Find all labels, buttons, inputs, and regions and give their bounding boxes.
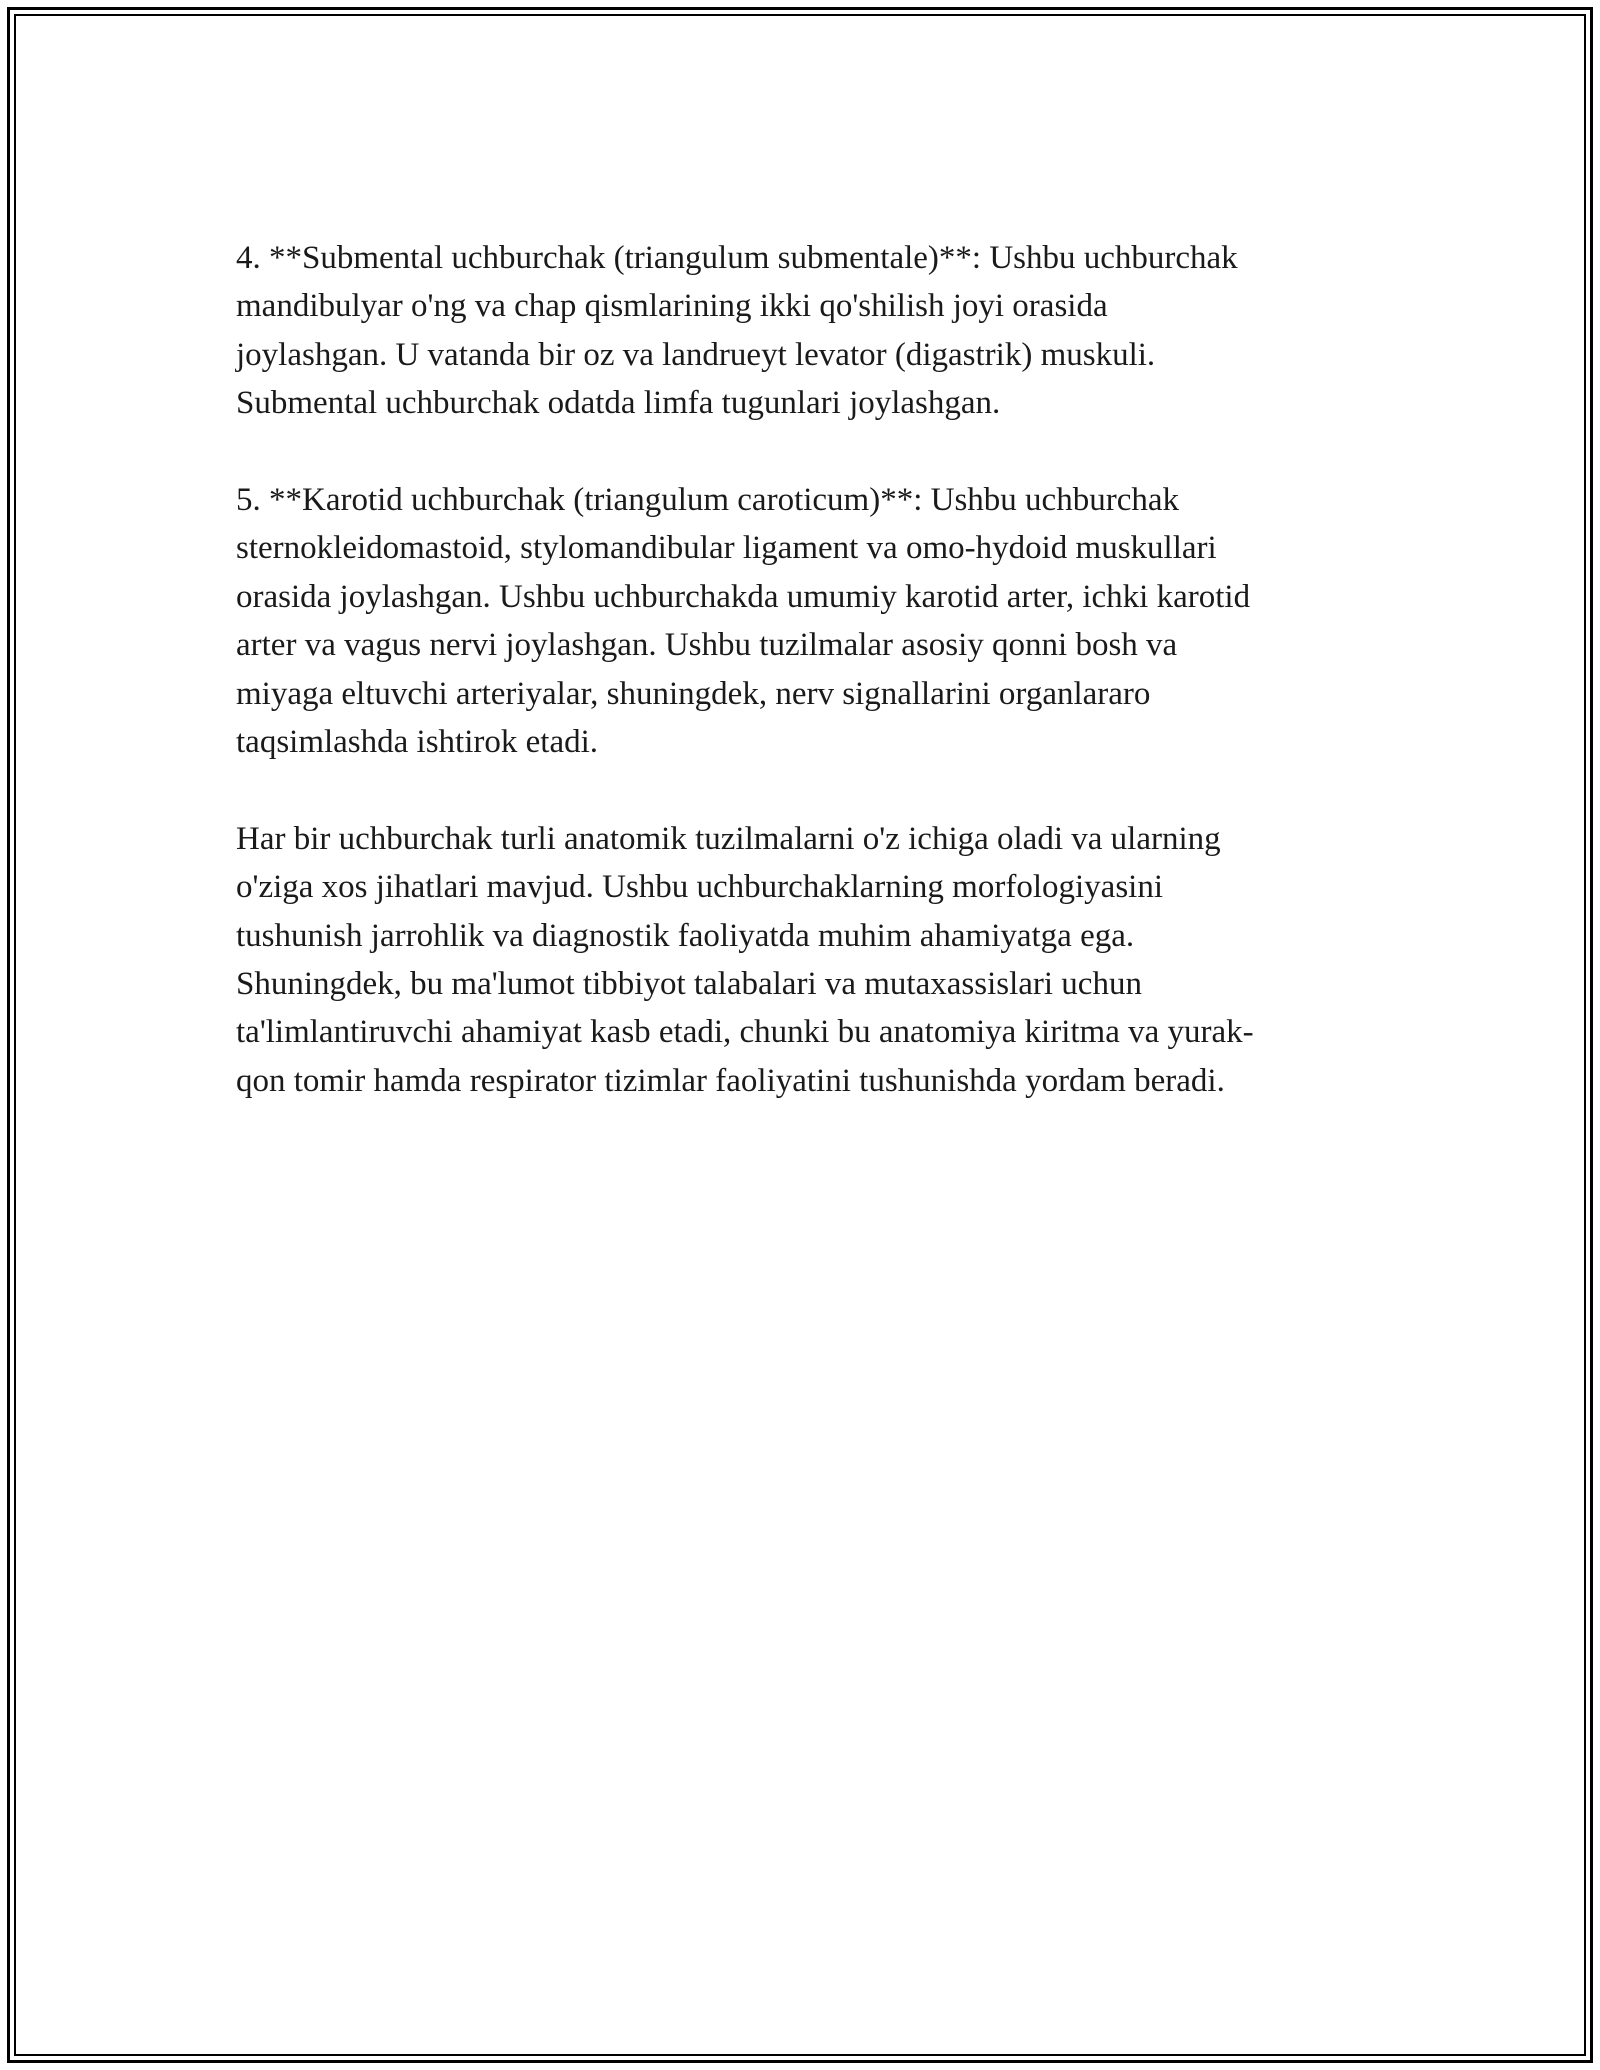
text-line: orasida joylashgan. Ushbu uchburchakda umumiy karotid arter, ichki karotid bbox=[236, 578, 1251, 615]
text-line: o'ziga xos jihatlari mavjud. Ushbu uchburchaklarning morfologiyasini bbox=[236, 869, 1163, 906]
text-line: Submental uchburchak odatda limfa tugunlari joylashgan. bbox=[236, 385, 1001, 422]
text-line: miyaga eltuvchi arteriyalar, shuningdek, nerv signallarini organlararo bbox=[236, 675, 1151, 712]
document-body bbox=[236, 234, 1376, 1154]
text-line: joylashgan. U vatanda bir oz va landrueyt levator (digastrik) muskuli. bbox=[236, 336, 1156, 373]
text-line: sternokleidomastoid, stylomandibular ligament va omo-hydoid muskullari bbox=[236, 530, 1217, 567]
text-line: Har bir uchburchak turli anatomik tuzilmalarni o'z ichiga oladi va ularning bbox=[236, 820, 1221, 857]
paragraph-submental-triangle bbox=[236, 234, 1376, 428]
text-line: ta'limlantiruvchi ahamiyat kasb etadi, chunki bu anatomiya kiritma va yurak- bbox=[236, 1014, 1254, 1051]
text-line: 4. **Submental uchburchak (triangulum submentale)**: Ushbu uchburchak bbox=[236, 240, 1238, 276]
paragraph-carotid-triangle bbox=[236, 476, 1376, 766]
paragraph-summary bbox=[236, 815, 1376, 1105]
text-line: tushunish jarrohlik va diagnostik faoliyatda muhim ahamiyatga ega. bbox=[236, 917, 1135, 954]
text-line: mandibulyar o'ng va chap qismlarining ikki qo'shilish joyi orasida bbox=[236, 288, 1108, 325]
text-line: taqsimlashda ishtirok etadi. bbox=[236, 724, 599, 761]
text-line: qon tomir hamda respirator tizimlar faoliyatini tushunishda yordam beradi. bbox=[236, 1062, 1225, 1099]
text-line: arter va vagus nervi joylashgan. Ushbu tuzilmalar asosiy qonni bosh va bbox=[236, 627, 1178, 664]
text-line: 5. **Karotid uchburchak (triangulum caroticum)**: Ushbu uchburchak bbox=[236, 482, 1179, 519]
text-line: Shuningdek, bu ma'lumot tibbiyot talabalari va mutaxassislari uchun bbox=[236, 966, 1142, 1003]
